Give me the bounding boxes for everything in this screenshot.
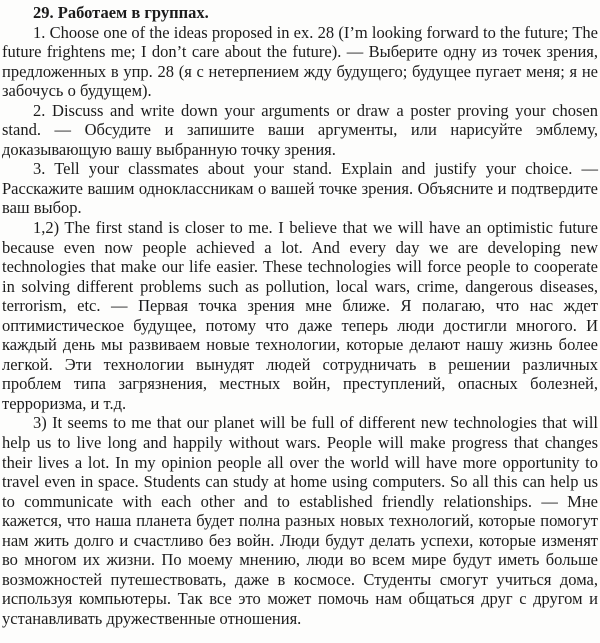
paragraph-task-3: 3. Tell your classmates about your stand. Explain and justify your choice. — Расскажите вашим одноклассникам о вашей точке зрения. Объясните и подтвердите ваш выбор.	[2, 159, 598, 218]
paragraph-answer-1-2: 1,2) The first stand is closer to me. I believe that we will have an optimistic future because even now people achieved a lot. And every day we are developing new technologies that make our life easier. These technologies will force people to cooperate in solving different problems such as pollution, local wars, crime, dangerous diseases, terrorism, etc. — Первая точка зрения мне ближе. Я полагаю, что нас ждет оптимистическое будущее, потому что даже теперь люди достигли многого. И каждый день мы развиваем новые технологии, которые делают нашу жизнь более легкой. Эти технологии вынудят людей сотрудничать в решении различных проблем типа загрязнения, местных войн, преступлений, опасных болезней, терроризма, и т.д.	[2, 218, 598, 413]
paragraph-task-1: 1. Choose one of the ideas proposed in ex. 28 (I’m looking forward to the future; The future frightens me; I don’t care about the future). — Выберите одну из точек зрения, предложенных в упр. 28 (я с нетерпением жду будущего; будущее пугает меня; я не забочусь о будущем).	[2, 22, 598, 101]
exercise-heading: 29. Работаем в группах.	[33, 3, 209, 22]
paragraph-task-2: 2. Discuss and write down your arguments or draw a poster proving your chosen stand. — Обсудите и запишите ваши аргументы, или нарисуйте эмблему, доказывающую вашу выбранную точку зрения.	[2, 100, 598, 159]
paragraph-answer-3: 3) It seems to me that our planet will be full of different new technologies that will help us to live long and happily without wars. People will make progress that changes their lives a lot. In my opinion people all over the world will have more opportunity to travel even in space. Students can study at home using computers. So all this can help us to communicate with each other and to established friendly relationships. — Мне кажется, что наша планета будет полна разных новых технологий, которые помогут нам жить долго и счастливо без войн. Люди будут делать успехи, которые изменят во многом их жизни. По моему мнению, люди во всем мире будут иметь больше возможностей путешествовать, даже в космосе. Студенты смогут учиться дома, используя компьютеры. Так все это может помочь нам общаться друг с другом и устанавливать дружественные отношения.	[2, 413, 598, 628]
